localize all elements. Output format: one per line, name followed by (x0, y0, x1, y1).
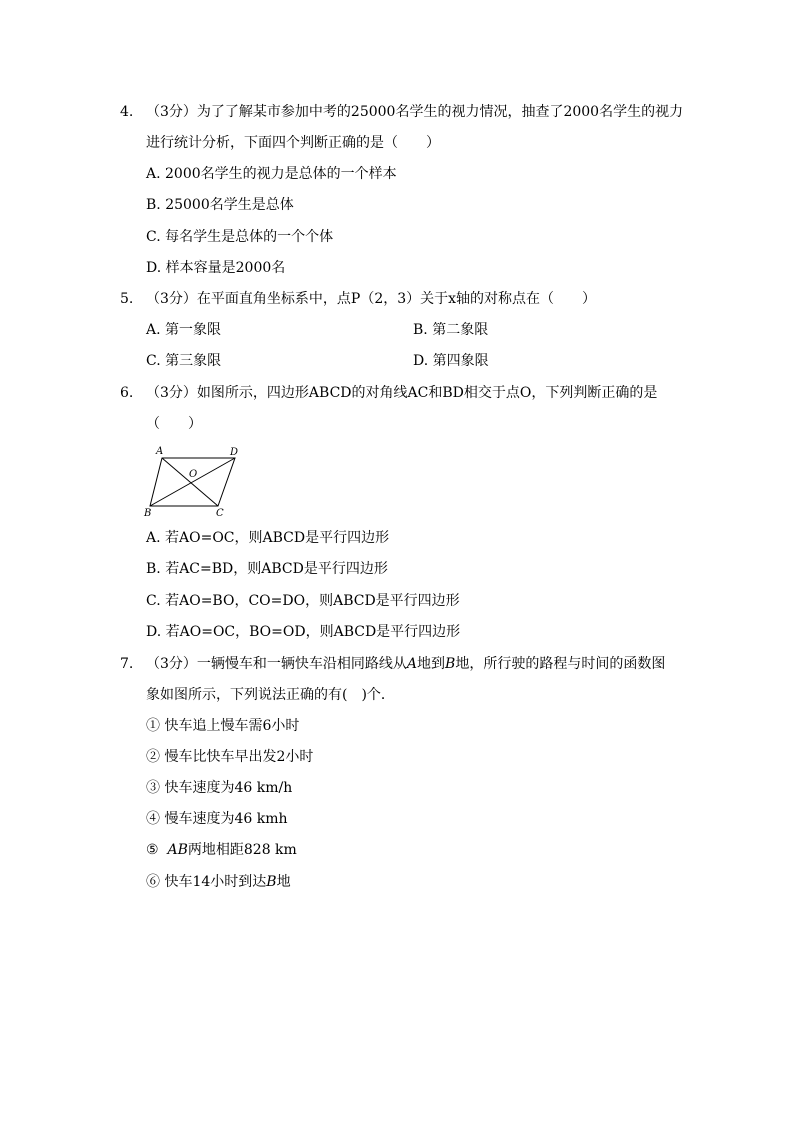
q7-point-b: B (445, 656, 456, 672)
q7-point-a: A (406, 656, 418, 672)
q6-option-d: D. 若AO=OC，BO=OD，则ABCD是平行四边形 (146, 624, 461, 640)
q7-statement-1: ① 快车追上慢车需6小时 (146, 718, 300, 734)
q4-option-a: A. 2000名学生的视力是总体的一个样本 (146, 166, 397, 182)
q7-statement-4: ④ 慢车速度为46 kmh (146, 811, 288, 827)
q7-statement-5-num: ⑤ (146, 842, 159, 858)
q4-number: 4. (120, 104, 134, 120)
q6-option-c: C. 若AO=BO，CO=DO，则ABCD是平行四边形 (146, 593, 460, 609)
q6-option-b: B. 若AC=BD，则ABCD是平行四边形 (146, 561, 388, 577)
q5-stem-line1: （3分）在平面直角坐标系中，点P（2，3）关于x轴的对称点在（ ） (146, 291, 597, 307)
q4-option-b: B. 25000名学生是总体 (146, 197, 294, 213)
q6-stem-line2: （ ） (146, 416, 202, 432)
diagonal-bd (150, 458, 235, 506)
q7-statement-6-part2: 地 (276, 874, 291, 890)
diagonal-ac (162, 458, 218, 506)
q7-stem-part2: 地到 (417, 656, 446, 672)
q4-stem-line2: 进行统计分析，下面四个判断正确的是（ ） (146, 135, 440, 151)
q7-statement-3: ③ 快车速度为46 km/h (146, 780, 293, 796)
center-label-o: O (189, 469, 198, 480)
q7-stem-line1 (146, 654, 665, 674)
q7-number: 7. (120, 656, 134, 672)
q5-option-a: A. 第一象限 (146, 322, 222, 338)
q7-stem-part3: 地，所行驶的路程与时间的函数图 (455, 656, 666, 672)
q7-stem-part1: （3分）一辆慢车和一辆快车沿相同路线从 (146, 656, 407, 672)
vertex-label-a: A (156, 446, 164, 457)
q7-statement-5-ab: AB (167, 842, 188, 858)
q4-stem-line1: （3分）为了了解某市参加中考的25000名学生的视力情况，抽查了2000名学生的视力 (146, 104, 684, 120)
vertex-label-d: D (230, 447, 239, 458)
parallelogram-figure (140, 443, 250, 518)
q7-statement-6-b: B (266, 874, 277, 890)
vertex-label-b: B (144, 508, 152, 518)
q5-number: 5. (120, 291, 134, 307)
q6-stem-line1: （3分）如图所示，四边形ABCD的对角线AC和BD相交于点O，下列判断正确的是 (146, 385, 658, 401)
q7-statement-5 (146, 840, 297, 860)
q7-statement-6-part1: ⑥ 快车14小时到达 (146, 874, 267, 890)
q5-option-d: D. 第四象限 (413, 353, 489, 369)
q7-statement-5-text: 两地相距828 km (187, 842, 297, 858)
q4-option-c: C. 每名学生是总体的一个个体 (146, 229, 334, 245)
q4-option-d: D. 样本容量是2000名 (146, 260, 286, 276)
q7-statement-2: ② 慢车比快车早出发2小时 (146, 749, 314, 765)
q6-number: 6. (120, 385, 134, 401)
q6-option-a: A. 若AO=OC，则ABCD是平行四边形 (146, 530, 390, 546)
q5-option-b: B. 第二象限 (413, 322, 489, 338)
q7-stem-line2: 象如图所示，下列说法正确的有( )个． (146, 687, 395, 703)
q7-statement-6 (146, 872, 291, 892)
vertex-label-c: C (216, 508, 224, 518)
q5-option-c: C. 第三象限 (146, 353, 222, 369)
